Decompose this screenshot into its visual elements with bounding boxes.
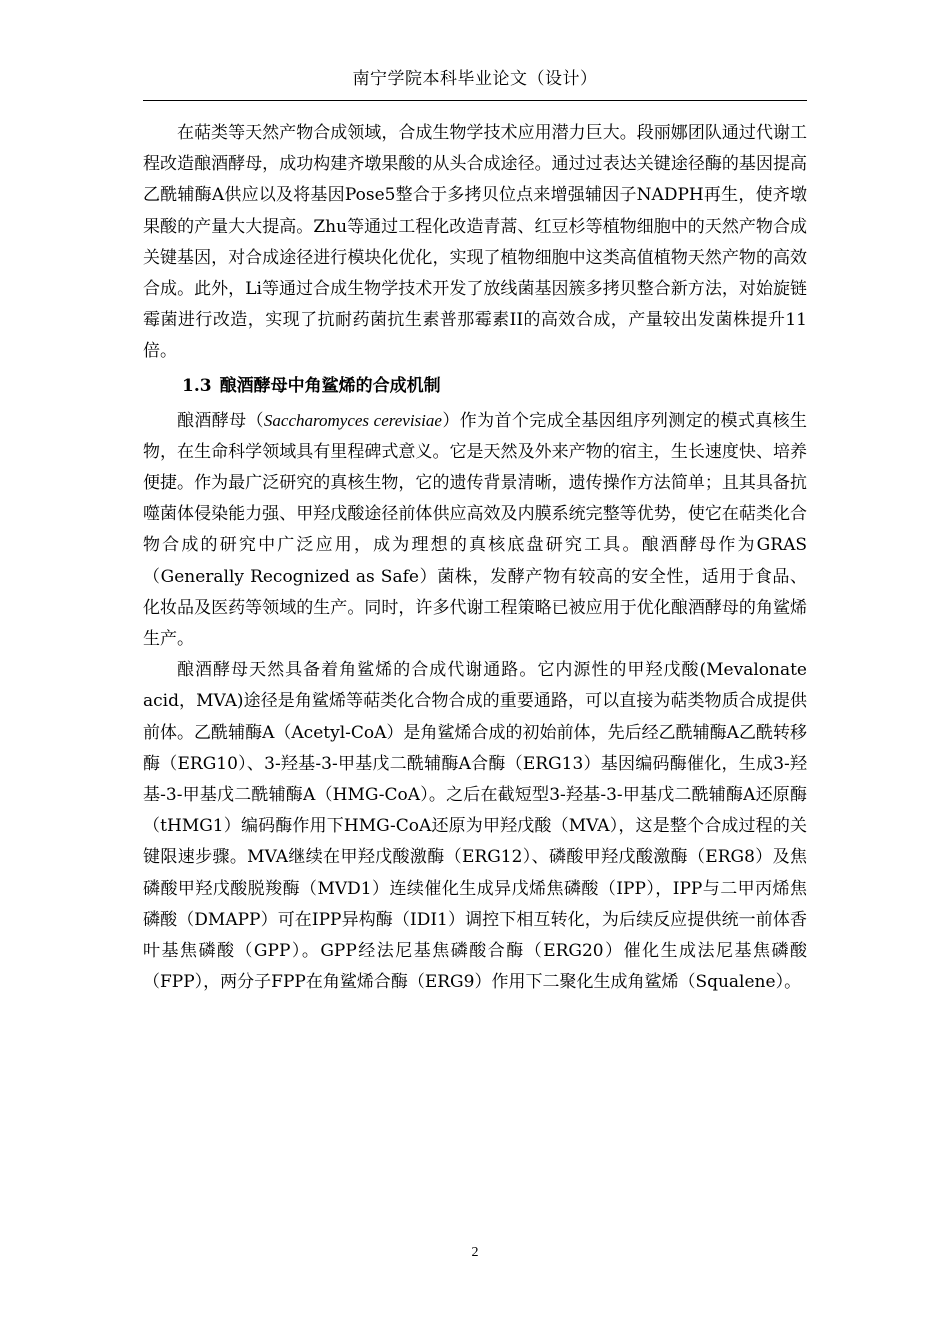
paragraph-yeast-host-body: ）作为首个完成全基因组序列测定的模式真核生物，在生命科学领域具有里程碑式意义。它是天然及外来产物的宿主，生长速度快、培养便捷。作为最广泛研究的真核生物，它的遗传背景清晰，遗传操作方法简单；且其具备抗噬菌体侵染能力强、甲羟戊酸途径前体供应高效及内膜系统完整等优势，使它在萜类化合物合成的研究中广泛应用，成为理想的真核底盘研究工具。酿酒酵母作为GRAS（Generally Recognized as Safe）菌株，发酵产物有较高的安全性，适用于食品、化妆品及医药等领域的生产。同时，许多代谢工程策略已被应用于优化酿酒酵母的角鲨烯生产。 — [143, 410, 807, 650]
section-number: 1.3 — [182, 375, 212, 396]
section-heading — [143, 371, 807, 402]
paragraph-yeast-host — [143, 405, 807, 656]
body-content — [143, 118, 807, 998]
section-title: 酿酒酵母中角鲨烯的合成机制 — [219, 375, 441, 396]
page-header-title: 南宁学院本科毕业论文（设计） — [352, 69, 598, 89]
header-rule — [143, 100, 807, 101]
paragraph-mva-pathway: 酿酒酵母天然具备着角鲨烯的合成代谢通路。它内源性的甲羟戊酸(Mevalonate acid，MVA)途径是角鲨烯等萜类化合物合成的重要通路，可以直接为萜类物质合成提供前体。乙酰辅酶A（Acetyl-CoA）是角鲨烯合成的初始前体，先后经乙酰辅酶A乙酰转移酶（ERG10）、3-羟基-3-甲基戊二酰辅酶A合酶（ERG13）基因编码酶催化，生成3-羟基-3-甲基戊二酰辅酶A（HMG-CoA）。之后在截短型3-羟基-3-甲基戊二酰辅酶A还原酶（tHMG1）编码酶作用下HMG-CoA还原为甲羟戊酸（MVA），这是整个合成过程的关键限速步骤。MVA继续在甲羟戊酸激酶（ERG12）、磷酸甲羟戊酸激酶（ERG8）及焦磷酸甲羟戊酸脱羧酶（MVD1）连续催化生成异戊烯焦磷酸（IPP），IPP与二甲丙烯焦磷酸（DMAPP）可在IPP异构酶（IDI1）调控下相互转化，为后续反应提供统一前体香叶基焦磷酸（GPP）。GPP经法尼基焦磷酸合酶（ERG20）催化生成法尼基焦磷酸（FPP），两分子FPP在角鲨烯合酶（ERG9）作用下二聚化生成角鲨烯（Squalene）。 — [143, 660, 807, 993]
paragraph-yeast-host-lead: 酿酒酵母（ — [177, 410, 264, 431]
species-name: Saccharomyces cerevisiae — [263, 410, 442, 430]
paragraph-synthetic-biology: 在萜类等天然产物合成领域，合成生物学技术应用潜力巨大。段丽娜团队通过代谢工程改造酿酒酵母，成功构建齐墩果酸的从头合成途径。通过过表达关键途径酶的基因提高乙酰辅酶A供应以及将基因Pose5整合于多拷贝位点来增强辅因子NADPH再生，使齐墩果酸的产量大大提高。Zhu等通过工程化改造青蒿、红豆杉等植物细胞中的天然产物合成关键基因，对合成途径进行模块化优化，实现了植物细胞中这类高值植物天然产物的高效合成。此外，Li等通过合成生物学技术开发了放线菌基因簇多拷贝整合新方法，对始旋链霉菌进行改造，实现了抗耐药菌抗生素普那霉素II的高效合成，产量较出发菌株提升11倍。 — [143, 123, 807, 362]
page-number: 2 — [471, 1245, 479, 1260]
